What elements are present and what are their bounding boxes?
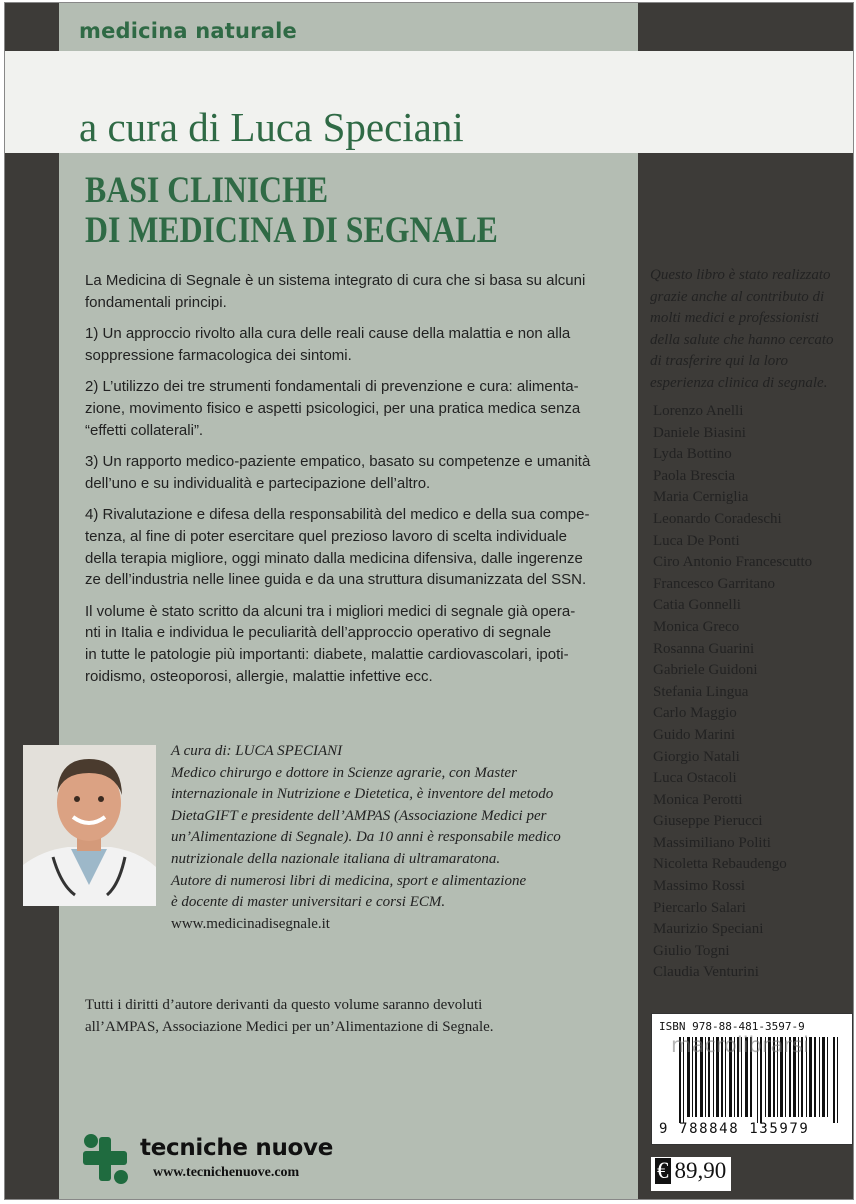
- contributor-name: Gabriele Guidoni: [653, 662, 758, 679]
- author-portrait-illustration: [23, 745, 156, 906]
- author-website: www.medicinadisegnale.it: [171, 915, 330, 932]
- author-bio: [171, 741, 641, 935]
- title-line: DI MEDICINA DI SEGNALE: [85, 210, 498, 251]
- text-line: dell’uno e su individualità e partecipazione dell’altro.: [85, 474, 431, 492]
- text-line: fondamentali principi.: [85, 293, 227, 311]
- text-line: nti in Italia e individua le peculiarità dell’approccio operativo di segnale: [85, 624, 552, 642]
- bio-line: internazionale in Nutrizione e Dietetica, è inventore del metodo: [171, 786, 554, 803]
- text-line: ze dell’industria nelle linee guida e da una struttura disumanizzata del SSN.: [85, 571, 587, 589]
- contributor-name: Monica Greco: [653, 618, 740, 635]
- contributor-name: Luca De Ponti: [653, 532, 740, 549]
- bio-line: un’Alimentazione di Segnale). Da 10 anni è responsabile medico: [171, 829, 561, 846]
- contributor-name: Carlo Maggio: [653, 705, 737, 722]
- paragraph: [85, 601, 645, 687]
- text-line: 1) Un approccio rivolto alla cura delle reali cause della malattia e non alla: [85, 325, 571, 343]
- intro-line: esperienza clinica di segnale.: [650, 374, 828, 391]
- intro-line: della salute che hanno cercato: [650, 331, 834, 348]
- contributor-name: Paola Brescia: [653, 467, 736, 484]
- contributor-name: Nicoletta Rebaudengo: [653, 856, 787, 873]
- description: [85, 270, 645, 697]
- watermark: macrolibrarsi: [671, 1033, 809, 1057]
- intro-line: grazie anche al contributo di: [650, 288, 825, 305]
- isbn-label: ISBN 978-88-481-3597-9: [659, 1020, 805, 1033]
- contributor-name: Leonardo Coradeschi: [653, 510, 782, 527]
- price-amount: 89,90: [674, 1158, 727, 1183]
- intro-line: di trasferire qui la loro: [650, 353, 789, 370]
- text-line: “effetti collaterali”.: [85, 421, 204, 439]
- contributor-name: Francesco Garritano: [653, 575, 776, 592]
- contributor-name: Ciro Antonio Francescutto: [653, 554, 813, 571]
- book-title: [85, 171, 498, 251]
- text-line: 4) Rivalutazione e difesa della responsabilità del medico e della sua compe-: [85, 506, 590, 524]
- contributor-name: Maurizio Speciani: [653, 921, 764, 938]
- contributor-name: Luca Ostacoli: [653, 770, 737, 787]
- text-line: La Medicina di Segnale è un sistema integrato di cura che si basa su alcuni: [85, 272, 586, 289]
- text-line: zione, movimento fisico e aspetti psicologici, per una pratica medica senza: [85, 399, 581, 417]
- text-line: Il volume è stato scritto da alcuni tra i migliori medici di segnale già opera-: [85, 602, 576, 620]
- text-line: della terapia migliore, oggi minato dalla medicina difensiva, dalle ingerenze: [85, 549, 583, 567]
- contributor-name: Massimo Rossi: [653, 878, 746, 895]
- text-line: tenza, al fine di poter esercitare quel prezioso lavoro di scelta individuale: [85, 527, 567, 545]
- contributor-name: Stefania Lingua: [653, 683, 749, 700]
- contributor-name: Catia Gonnelli: [653, 597, 741, 614]
- paragraph: [85, 323, 645, 366]
- contributor-name: Giuseppe Pierucci: [653, 813, 763, 830]
- contributor-name: Monica Perotti: [653, 791, 743, 808]
- text-line: 2) L’utilizzo dei tre strumenti fondamentali di prevenzione e cura: alimenta-: [85, 378, 579, 396]
- text-line: in tutte le patologie più importanti: diabete, malattie cardiovascolari, ipoti-: [85, 645, 569, 663]
- paragraph: [85, 270, 645, 313]
- editor-credit: a cura di Luca Speciani: [79, 104, 464, 150]
- bio-line: è docente di master universitari e corsi ECM.: [171, 894, 446, 911]
- contributor-name: Rosanna Guarini: [653, 640, 755, 657]
- intro-line: Questo libro è stato realizzato: [650, 267, 831, 283]
- text-line: soppressione farmacologica dei sintomi.: [85, 346, 352, 364]
- intro-line: molti medici e professionisti: [650, 310, 820, 327]
- author-heading: A cura di: LUCA SPECIANI: [171, 743, 343, 759]
- contributor-name: Maria Cerniglia: [653, 489, 749, 506]
- publisher-name: tecniche nuove: [140, 1135, 334, 1161]
- text-line: 3) Un rapporto medico-paziente empatico, basato su competenze e umanità: [85, 453, 591, 471]
- contributor-name: Giorgio Natali: [653, 748, 740, 765]
- price: [655, 1158, 726, 1184]
- paragraph: [85, 451, 645, 494]
- author-photo: [23, 745, 156, 906]
- bio-line: Medico chirurgo e dottore in Scienze agrarie, con Master: [171, 764, 517, 781]
- contributor-name: Lorenzo Anelli: [653, 403, 744, 419]
- title-line: BASI CLINICHE: [85, 170, 329, 211]
- contributor-name: Lyda Bottino: [653, 446, 732, 463]
- contributor-name: Giulio Togni: [653, 942, 730, 959]
- paragraph: [85, 504, 645, 590]
- bio-line: Autore di numerosi libri di medicina, sport e alimentazione: [171, 872, 527, 889]
- contributors-intro: [650, 265, 854, 395]
- ean-number: 9 788848 135979: [659, 1121, 810, 1137]
- publisher-website: www.tecnichenuove.com: [153, 1165, 300, 1180]
- contributor-name: Massimiliano Politi: [653, 834, 771, 851]
- rights-line: all’AMPAS, Associazione Medici per un’Alimentazione di Segnale.: [85, 1018, 494, 1035]
- bio-line: DietaGIFT e presidente dell’AMPAS (Associazione Medici per: [171, 807, 547, 824]
- bio-line: nutrizionale della nazionale italiana di ultramaratona.: [171, 850, 501, 867]
- contributor-name: Daniele Biasini: [653, 424, 746, 441]
- contributor-name: Piercarlo Salari: [653, 899, 746, 916]
- text-line: roidismo, osteoporosi, allergie, malattie infettive ecc.: [85, 667, 433, 685]
- rights-notice: [85, 995, 645, 1038]
- contributor-name: Claudia Venturini: [653, 964, 759, 981]
- contributors-list: [653, 401, 853, 984]
- paragraph: [85, 376, 645, 441]
- series-name: medicina naturale: [79, 19, 297, 43]
- rights-line: Tutti i diritti d’autore derivanti da questo volume saranno devoluti: [85, 997, 483, 1013]
- contributor-name: Guido Marini: [653, 726, 736, 743]
- euro-icon: €: [657, 1158, 669, 1183]
- book-back-cover: [4, 2, 854, 1200]
